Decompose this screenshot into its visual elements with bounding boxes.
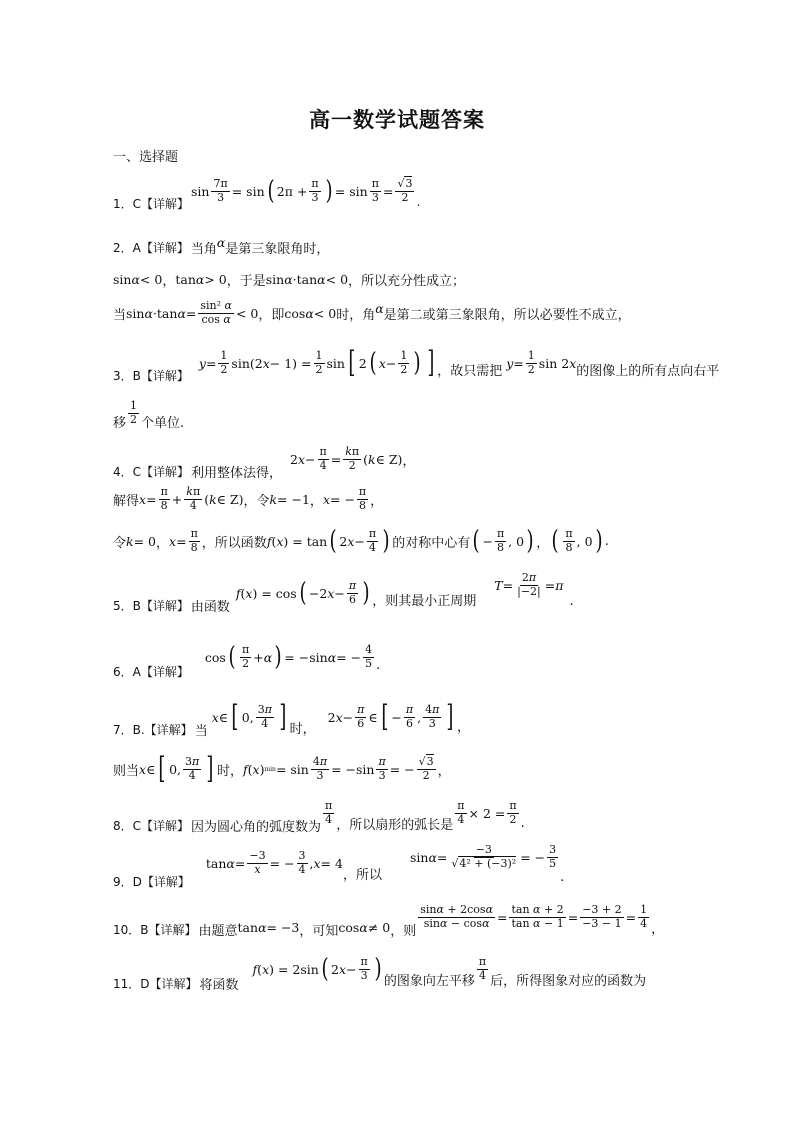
- product-negative: sin α ·tan α < 0: [265, 272, 349, 287]
- answer-4-text: ，所以函数: [201, 535, 267, 551]
- answer-9-label: 9．D【详解】: [113, 874, 190, 889]
- answer-7-text: 则当: [113, 763, 140, 779]
- answer-6-label: 6．A【详解】: [113, 664, 189, 679]
- answer-2-text: 时，角: [336, 307, 376, 323]
- answer-9-text: ，所以: [342, 867, 382, 883]
- answer-3-text: 个单位.: [141, 415, 185, 431]
- answer-10-formula: $\frac{\sin\alpha + 2\cos\alpha}{\sin\alpha - \cos\alpha}$ = $\frac{\text{tan α + 2}}{\text{tan α − 1}}$ = $\frac{-3 + 2}{-3 - 1}$ = $\frac{1}{4}$: [420, 903, 648, 930]
- answer-4-text: ，: [156, 535, 170, 551]
- alpha-symbol: α: [216, 235, 226, 250]
- answer-1-formula: sin $\frac{7\pi}{3}$ = sin ( 2π + $\frac{\pi}{3}$ ) = sin $\frac{\pi}{3}$ = $\frac{√3}{2}$ .: [191, 176, 421, 209]
- answer-2-label: 2．A【详解】: [113, 241, 189, 255]
- answer-4-text: 令: [113, 535, 127, 551]
- tan-given: tan α = −3: [237, 919, 300, 935]
- answer-4-text: .: [604, 533, 609, 549]
- shift-amount: $\frac{\pi}{4}$: [478, 955, 487, 982]
- answer-4-line-1: [113, 445, 416, 481]
- answer-7-line-1: [113, 699, 471, 739]
- answer-8-label: 8．C【详解】: [113, 818, 190, 833]
- answer-2-text: 是第二或第三象限角，所以必要性不成立，: [383, 307, 631, 323]
- answer-9-text: .: [560, 869, 565, 885]
- answer-3-text: ，故只需把: [437, 363, 503, 379]
- answer-8-text: 因为圆心角的弧度数为: [191, 819, 322, 835]
- answer-2-line-1: [113, 235, 330, 257]
- answer-7-line-2: [113, 751, 451, 786]
- answer-10-label: 10．B【详解】: [113, 922, 197, 937]
- answer-10-text: ，则: [390, 923, 417, 939]
- answer-11-text: 将函数: [199, 977, 239, 993]
- center-point-1: ( − $\frac{\pi}{8}$ , 0 ): [472, 526, 534, 557]
- answer-2-text: ，所以充分性成立；: [348, 274, 466, 289]
- cos-negative: cos α < 0: [284, 305, 337, 321]
- answer-10-text: ，: [651, 921, 665, 937]
- answer-5-formula: f ( x ) = cos ( −2 x − $\frac{\pi}{6}$ ): [235, 578, 370, 609]
- answer-1: [113, 176, 421, 211]
- period-formula: T = $\frac{2\pi}{|-2|}$ = π: [494, 571, 564, 598]
- answer-3-text: 移: [113, 415, 127, 431]
- x-value: x = $\frac{\pi}{8}$: [169, 527, 198, 554]
- answer-2-line-2: [113, 270, 465, 289]
- answer-5-label: 5．B【详解】: [113, 598, 189, 613]
- answer-8-text: ，所以扇形的弧长是: [336, 817, 454, 833]
- answer-2-text: ，于是: [226, 274, 266, 289]
- answer-3-formula: y = $\frac{1}{2}$ sin(2 x − 1) = $\frac{1}{2}$ sin [ 2 ( x − $\frac{1}{2}$ ) ]: [198, 345, 434, 380]
- answer-4-text: 解得: [113, 493, 140, 509]
- tan-function: f ( x ) = tan ( 2 x − $\frac{\pi}{4}$ ): [266, 526, 390, 557]
- answer-3-base-function: y = $\frac{1}{2}$ sin 2 x: [506, 348, 577, 376]
- answer-2-formula: sin α ·tan α = $\frac{\text{sin² α}}{\text{cos α}}$ < 0: [126, 299, 259, 326]
- answer-10: [113, 903, 665, 939]
- answer-11-formula: f ( x ) = 2sin ( 2 x − $\frac{\pi}{3}$ ): [252, 954, 382, 985]
- k-value: k = −1: [269, 491, 310, 507]
- answer-2-line-3: [113, 300, 631, 326]
- alpha-symbol: α: [375, 300, 384, 316]
- answer-4-text: ，: [309, 493, 323, 509]
- answer-4-text: 利用整体法得，: [191, 465, 283, 481]
- answer-4-text: 的对称中心有: [392, 535, 471, 551]
- answer-4-label: 4．C【详解】: [113, 464, 190, 479]
- answer-11-text: 后，所得图象对应的函数为: [490, 973, 647, 989]
- page-title: 高一数学试题答案: [309, 108, 485, 132]
- half-fraction: $\frac{1}{2}$: [130, 399, 138, 426]
- answer-2-text: ，即: [258, 307, 285, 323]
- answer-7-label: 7．B.【详解】: [113, 722, 193, 737]
- answer-11: [113, 954, 647, 993]
- answer-6: [113, 642, 381, 679]
- section-heading: 一、选择题: [113, 150, 179, 165]
- answer-5-text: 由函数: [190, 599, 230, 615]
- answer-4-text: ，: [536, 535, 550, 551]
- tan-positive: tan α > 0: [175, 272, 227, 287]
- answer-10-text: ，可知: [299, 923, 339, 939]
- answer-7-text: 时，: [216, 763, 243, 779]
- answer-2-text: 当: [113, 307, 127, 323]
- answer-8-text: .: [520, 815, 525, 831]
- answer-3-text: 的图像上的所有点向右平: [576, 363, 720, 379]
- answer-11-label: 11．D【详解】: [113, 976, 198, 991]
- answer-4-line-3: [113, 526, 609, 557]
- answer-4-line-2: [113, 486, 383, 512]
- x-interval: x ∈ [ 0, $\frac{3\pi}{4}$ ]: [139, 751, 214, 786]
- answer-3-label: 3．B【详解】: [113, 368, 189, 383]
- answer-4-formula: 2 x − $\frac{\pi}{4}$ = $\frac{k\pi}{2}$ ( k ∈ Z): [290, 445, 403, 472]
- x-interval: x ∈ [ 0, $\frac{3\pi}{4}$ ]: [211, 699, 287, 734]
- answer-2-text: ，: [162, 274, 176, 289]
- sine-negative: sin α < 0: [113, 272, 163, 287]
- tan-value: tan α = $\frac{-3}{x}$ = − $\frac{3}{4}$ , x = 4: [205, 849, 343, 876]
- answer-7-text: 当: [194, 723, 208, 739]
- answer-7-text: 时，: [289, 721, 316, 737]
- answer-2-text: 是第三象限角时，: [225, 242, 330, 257]
- answer-3-line-1: [113, 345, 720, 383]
- answer-5-text: ，则其最小正周期: [372, 593, 477, 609]
- center-point-2: ( $\frac{\pi}{8}$ , 0 ): [551, 526, 603, 557]
- answer-6-formula: cos ( $\frac{\pi}{2}$ + α ) = −sin α = − $\frac{4}{5}$: [204, 642, 373, 673]
- answer-5: [113, 571, 574, 615]
- arc-length: $\frac{\pi}{4}$ × 2 = $\frac{\pi}{2}$: [457, 799, 517, 826]
- answer-4-text: ，: [370, 493, 384, 509]
- answer-4-text: ，: [402, 453, 416, 469]
- minimum-value: f ( x ) min = sin $\frac{4\pi}{3}$ = −sin $\frac{\pi}{3}$ = − $\frac{√3}{2}$: [242, 754, 434, 782]
- answer-9: [113, 843, 565, 889]
- argument-interval: 2 x − $\frac{\pi}{6}$ ∈ [ − $\frac{\pi}{6}$ , $\frac{4\pi}{3}$ ]: [327, 699, 454, 734]
- answer-6-text: .: [376, 657, 381, 673]
- answer-3-line-2: [113, 399, 185, 431]
- answer-7-text: ，: [457, 719, 471, 735]
- x-value: x = − $\frac{\pi}{8}$: [322, 485, 367, 512]
- answer-11-text: 的图象向左平移: [383, 973, 475, 989]
- answer-8: [113, 799, 525, 835]
- answer-2-text: 当角: [190, 242, 217, 257]
- cos-nonzero: cos α ≠ 0: [338, 919, 391, 935]
- solution-x: x = $\frac{\pi}{8}$ + $\frac{k\pi}{4}$ ( k ∈ Z): [139, 485, 244, 512]
- answer-4-text: ，令: [243, 493, 270, 509]
- answer-7-text: ，: [437, 763, 451, 779]
- answer-5-text: .: [569, 593, 574, 609]
- sin-value: sin α = $\frac{-3}{\text{√4² + (−3)²}}$ = − $\frac{3}{5}$: [409, 843, 557, 870]
- k-zero: k = 0: [126, 533, 156, 549]
- answer-1-label: 1．C【详解】: [113, 196, 190, 211]
- central-angle: $\frac{\pi}{4}$: [325, 799, 333, 826]
- answer-10-text: 由题意: [198, 923, 238, 939]
